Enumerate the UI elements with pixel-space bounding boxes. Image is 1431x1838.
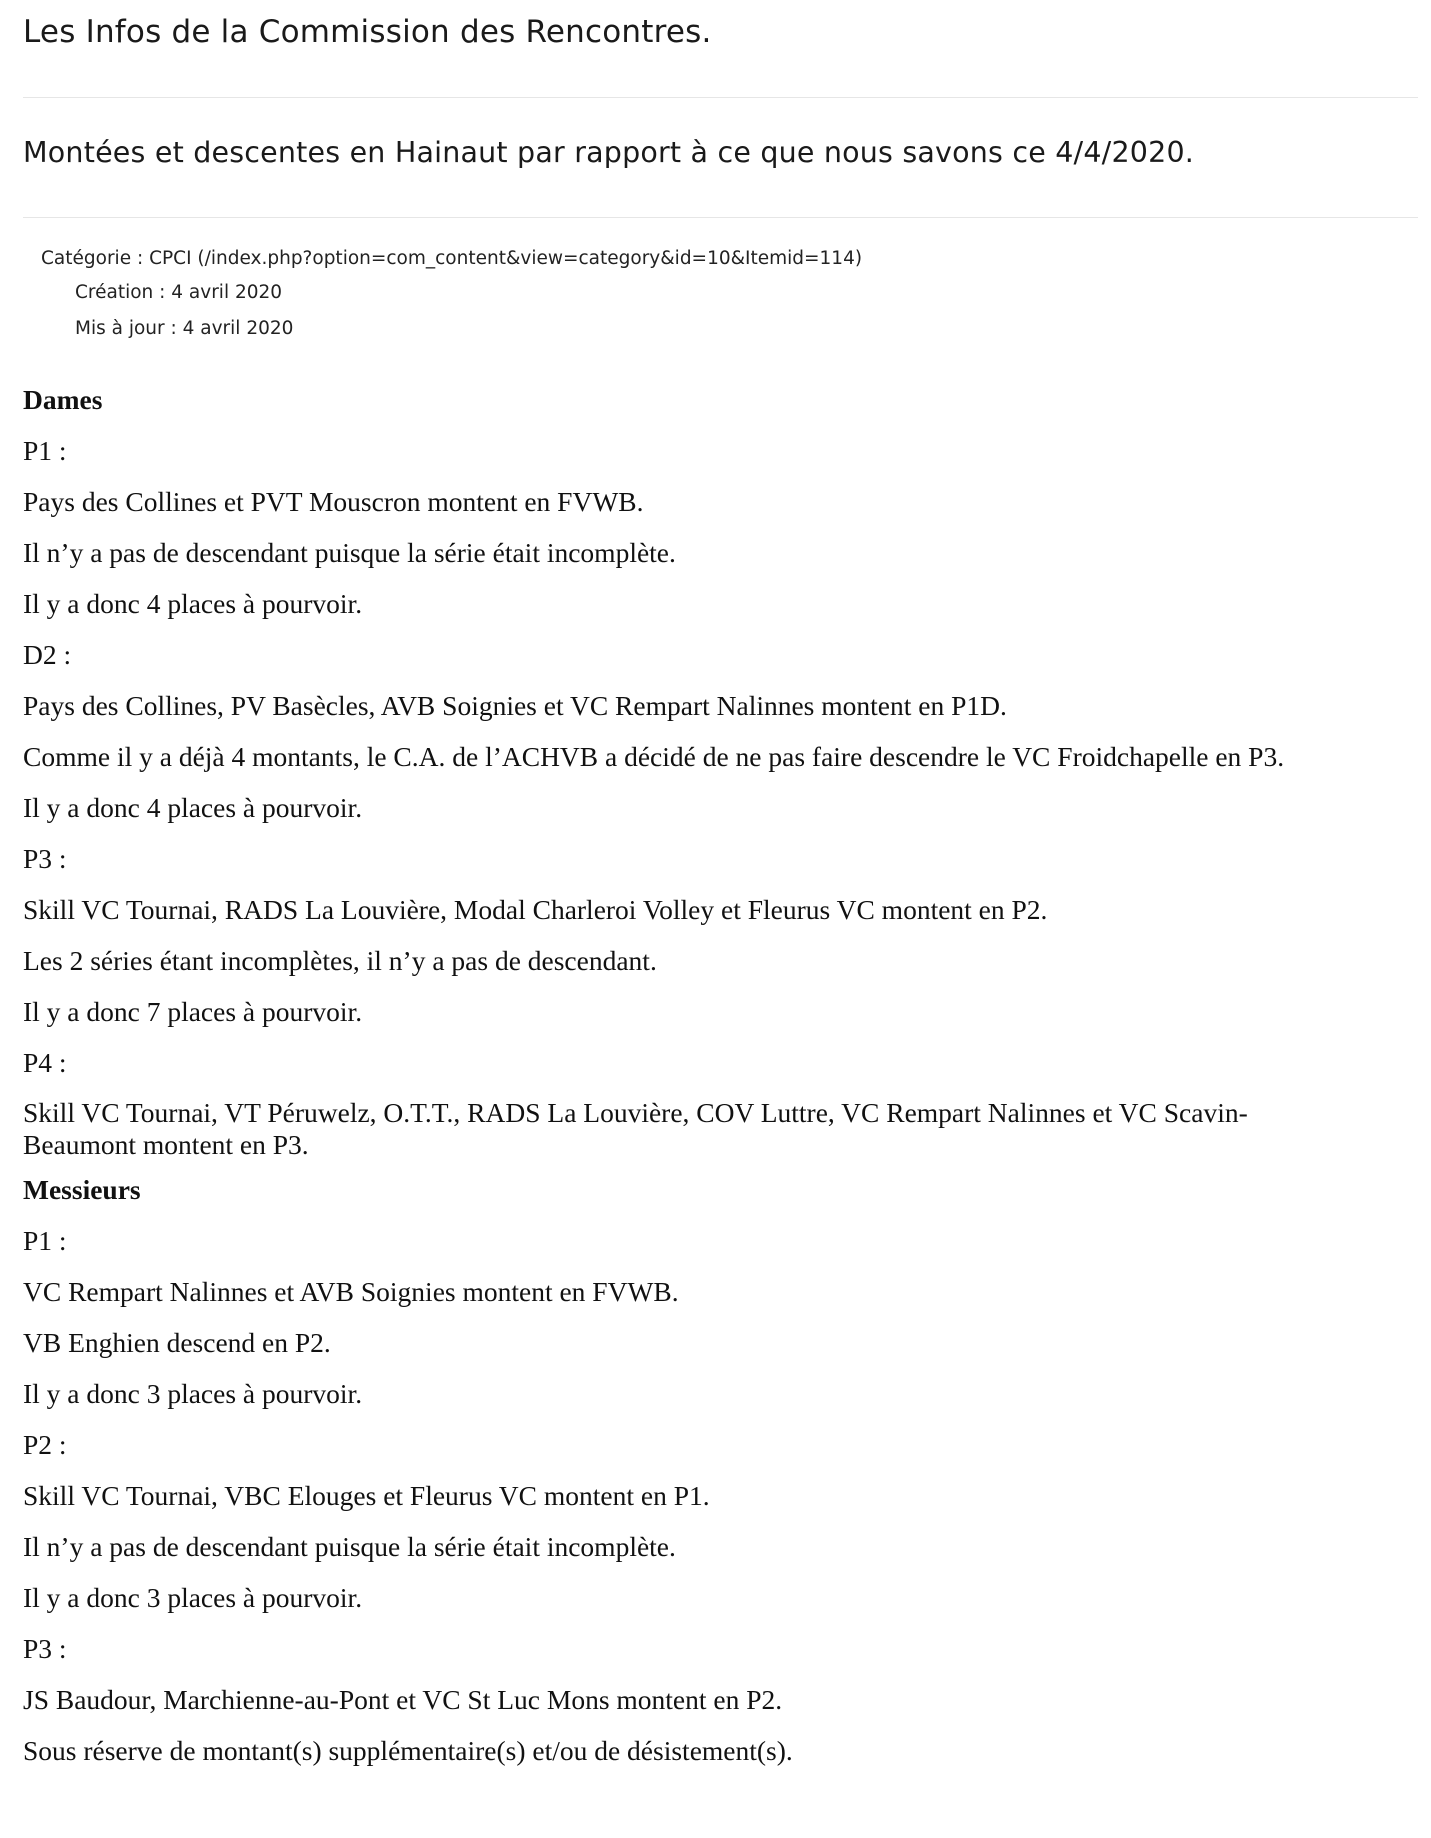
- series-label: P2 :: [23, 1429, 67, 1460]
- article-body: [23, 383, 1418, 1767]
- body-paragraph: Il y a donc 7 places à pourvoir.: [23, 996, 363, 1027]
- meta-updated: Mis à jour : 4 avril 2020: [75, 318, 294, 339]
- body-paragraph: Il n’y a pas de descendant puisque la série était incomplète.: [23, 537, 676, 568]
- meta-created: Création : 4 avril 2020: [75, 282, 283, 303]
- body-paragraph: VC Rempart Nalinnes et AVB Soignies montent en FVWB.: [23, 1276, 679, 1307]
- series-label: P3 :: [23, 1633, 67, 1664]
- p4-line-1: Skill VC Tournai, VT Péruwelz, O.T.T., RADS La Louvière, COV Luttre, VC Rempart Nalinnes et VC Scavin-: [23, 1097, 1248, 1128]
- body-paragraph: VB Enghien descend en P2.: [23, 1327, 331, 1358]
- p4-line-2: Beaumont montent en P3.: [23, 1129, 309, 1160]
- body-paragraph: Il y a donc 3 places à pourvoir.: [23, 1582, 363, 1613]
- series-label: P1 :: [23, 435, 67, 466]
- series-label: P4 :: [23, 1047, 67, 1078]
- series-label: D2 :: [23, 639, 72, 670]
- body-paragraph: JS Baudour, Marchienne-au-Pont et VC St Luc Mons montent en P2.: [23, 1684, 783, 1715]
- section-heading-messieurs: Messieurs: [23, 1174, 141, 1205]
- body-paragraph: Il y a donc 4 places à pourvoir.: [23, 588, 363, 619]
- divider-top: [23, 97, 1418, 98]
- site-title: Les Infos de la Commission des Rencontres.: [23, 14, 712, 50]
- body-paragraph: Comme il y a déjà 4 montants, le C.A. de l’ACHVB a décidé de ne pas faire descendre le VC Froidchapelle en P3.: [23, 741, 1285, 772]
- body-paragraph: Il y a donc 4 places à pourvoir.: [23, 792, 363, 823]
- meta-category: Catégorie : CPCI (/index.php?option=com_content&view=category&id=10&Itemid=114): [41, 248, 863, 269]
- body-paragraph: Sous réserve de montant(s) supplémentaire(s) et/ou de désistement(s).: [23, 1735, 793, 1766]
- body-paragraph-p4: [23, 1097, 1418, 1161]
- section-heading-dames: Dames: [23, 384, 103, 415]
- body-paragraph: Skill VC Tournai, RADS La Louvière, Modal Charleroi Volley et Fleurus VC montent en P2.: [23, 894, 1048, 925]
- series-label: P3 :: [23, 843, 67, 874]
- body-paragraph: Pays des Collines, PV Basècles, AVB Soignies et VC Rempart Nalinnes montent en P1D.: [23, 690, 1007, 721]
- body-paragraph: Il y a donc 3 places à pourvoir.: [23, 1378, 363, 1409]
- body-paragraph: Les 2 séries étant incomplètes, il n’y a pas de descendant.: [23, 945, 657, 976]
- body-paragraph: Pays des Collines et PVT Mouscron montent en FVWB.: [23, 486, 644, 517]
- divider-article: [23, 217, 1418, 218]
- series-label: P1 :: [23, 1225, 67, 1256]
- article-title: Montées et descentes en Hainaut par rapport à ce que nous savons ce 4/4/2020.: [23, 136, 1195, 169]
- body-paragraph: Il n’y a pas de descendant puisque la série était incomplète.: [23, 1531, 676, 1562]
- body-paragraph: Skill VC Tournai, VBC Elouges et Fleurus VC montent en P1.: [23, 1480, 710, 1511]
